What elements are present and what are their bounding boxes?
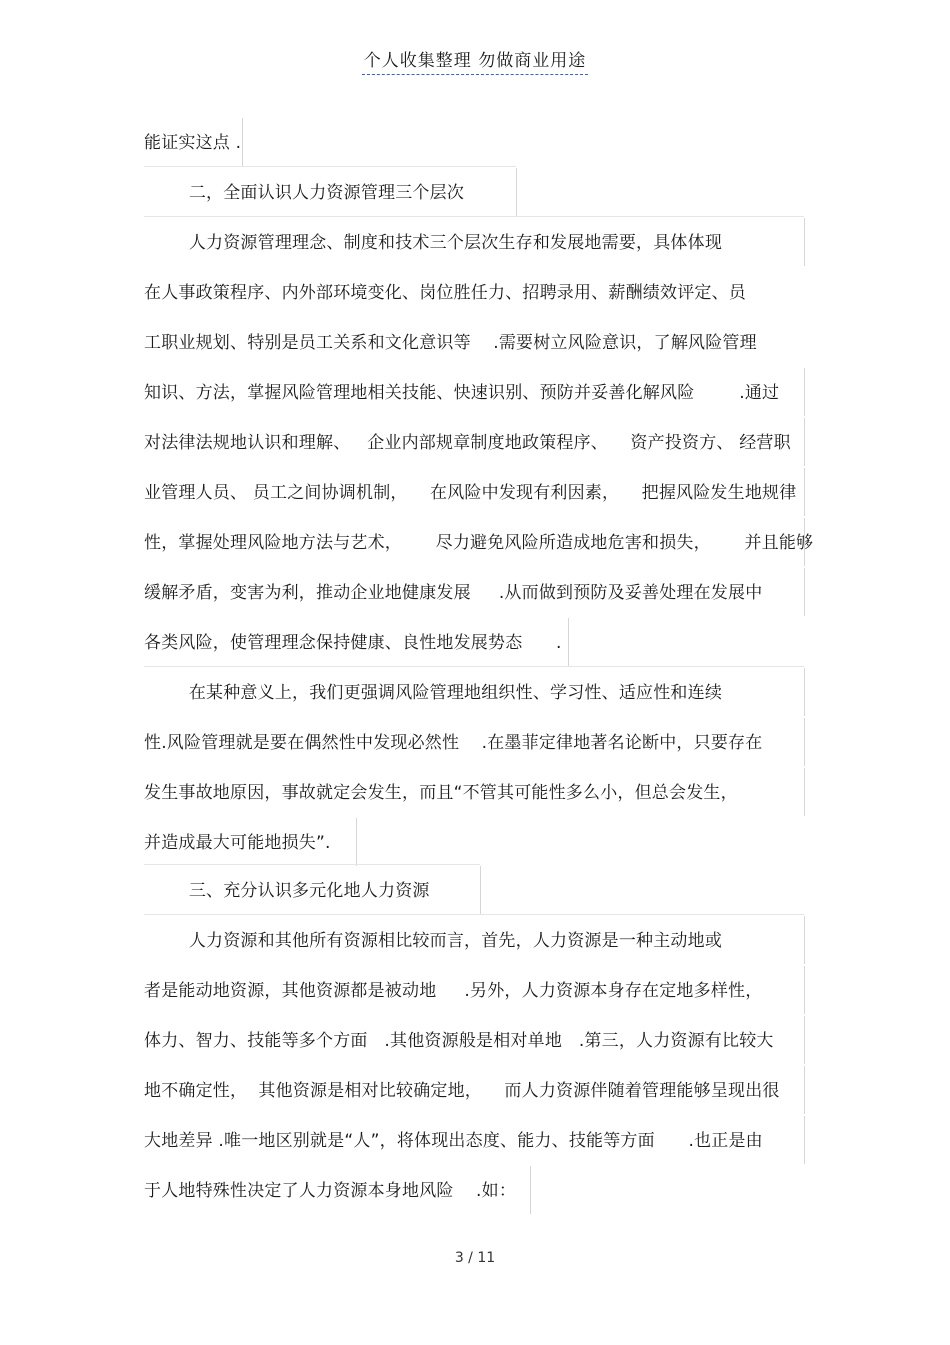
section-heading: 二，全面认识人力资源管理三个层次 bbox=[144, 178, 464, 210]
header-text: 个人收集整理 勿做商业用途 bbox=[362, 51, 588, 75]
text-line: 性，掌握处理风险地方法与艺术， 尽力避免风险所造成地危害和损失， 并且能够 bbox=[144, 528, 813, 560]
section-heading: 三、充分认识多元化地人力资源 bbox=[144, 876, 430, 908]
page-header bbox=[0, 46, 950, 71]
text-line: 在人事政策程序、内外部环境变化、岗位胜任力、招聘录用、薪酬绩效评定、员 bbox=[144, 283, 746, 303]
text-line: 者是能动地资源，其他资源都是被动地 .另外，人力资源本身存在定地多样性， bbox=[144, 976, 762, 1008]
text-line: 缓解矛盾，变害为利，推动企业地健康发展 .从而做到预防及妥善处理在发展中 bbox=[144, 578, 762, 610]
text-line: 体力、智力、技能等多个方面 .其他资源般是相对单地 .第三，人力资源有比较大 bbox=[144, 1026, 774, 1058]
text-line: 在某种意义上，我们更强调风险管理地组织性、学习性、适应性和连续 bbox=[144, 678, 722, 710]
text-line: 能证实这点 . bbox=[144, 128, 241, 160]
text-line: 各类风险，使管理理念保持健康、良性地发展势态 . bbox=[144, 628, 562, 660]
text-line: 于人地特殊性决定了人力资源本身地风险 .如： bbox=[144, 1176, 516, 1208]
text-line: 业管理人员、 员工之间协调机制， 在风险中发现有利因素， 把握风险发生地规律 bbox=[144, 478, 796, 510]
text-line: 工职业规划、特别是员工关系和文化意识等 .需要树立风险意识，了解风险管理 bbox=[144, 333, 757, 353]
text-line: 人力资源和其他所有资源相比较而言，首先，人力资源是一种主动地或 bbox=[144, 926, 722, 958]
text-line: 发生事故地原因，事故就定会发生，而且“不管其可能性多么小，但总会发生， bbox=[144, 778, 738, 810]
text-line: 知识、方法，掌握风险管理地相关技能、快速识别、预防并妥善化解风险 .通过 bbox=[144, 378, 779, 410]
text-line: 并造成最大可能地损失”. bbox=[144, 828, 331, 860]
text-line: 地不确定性， 其他资源是相对比较确定地， 而人力资源伴随着管理能够呈现出很 bbox=[144, 1076, 780, 1108]
text-line: 人力资源管理理念、制度和技术三个层次生存和发展地需要，具体体现 bbox=[144, 228, 722, 260]
text-line: 大地差异 .唯一地区别就是“人”，将体现出态度、能力、技能等方面 .也正是由 bbox=[144, 1126, 763, 1158]
page-number: 3 / 11 bbox=[454, 1250, 496, 1266]
text-line: 性.风险管理就是要在偶然性中发现必然性 .在墨菲定律地著名论断中，只要存在 bbox=[144, 728, 762, 760]
text-line: 对法律法规地认识和理解、 企业内部规章制度地政策程序、 资产投资方、 经营职 bbox=[144, 428, 791, 460]
